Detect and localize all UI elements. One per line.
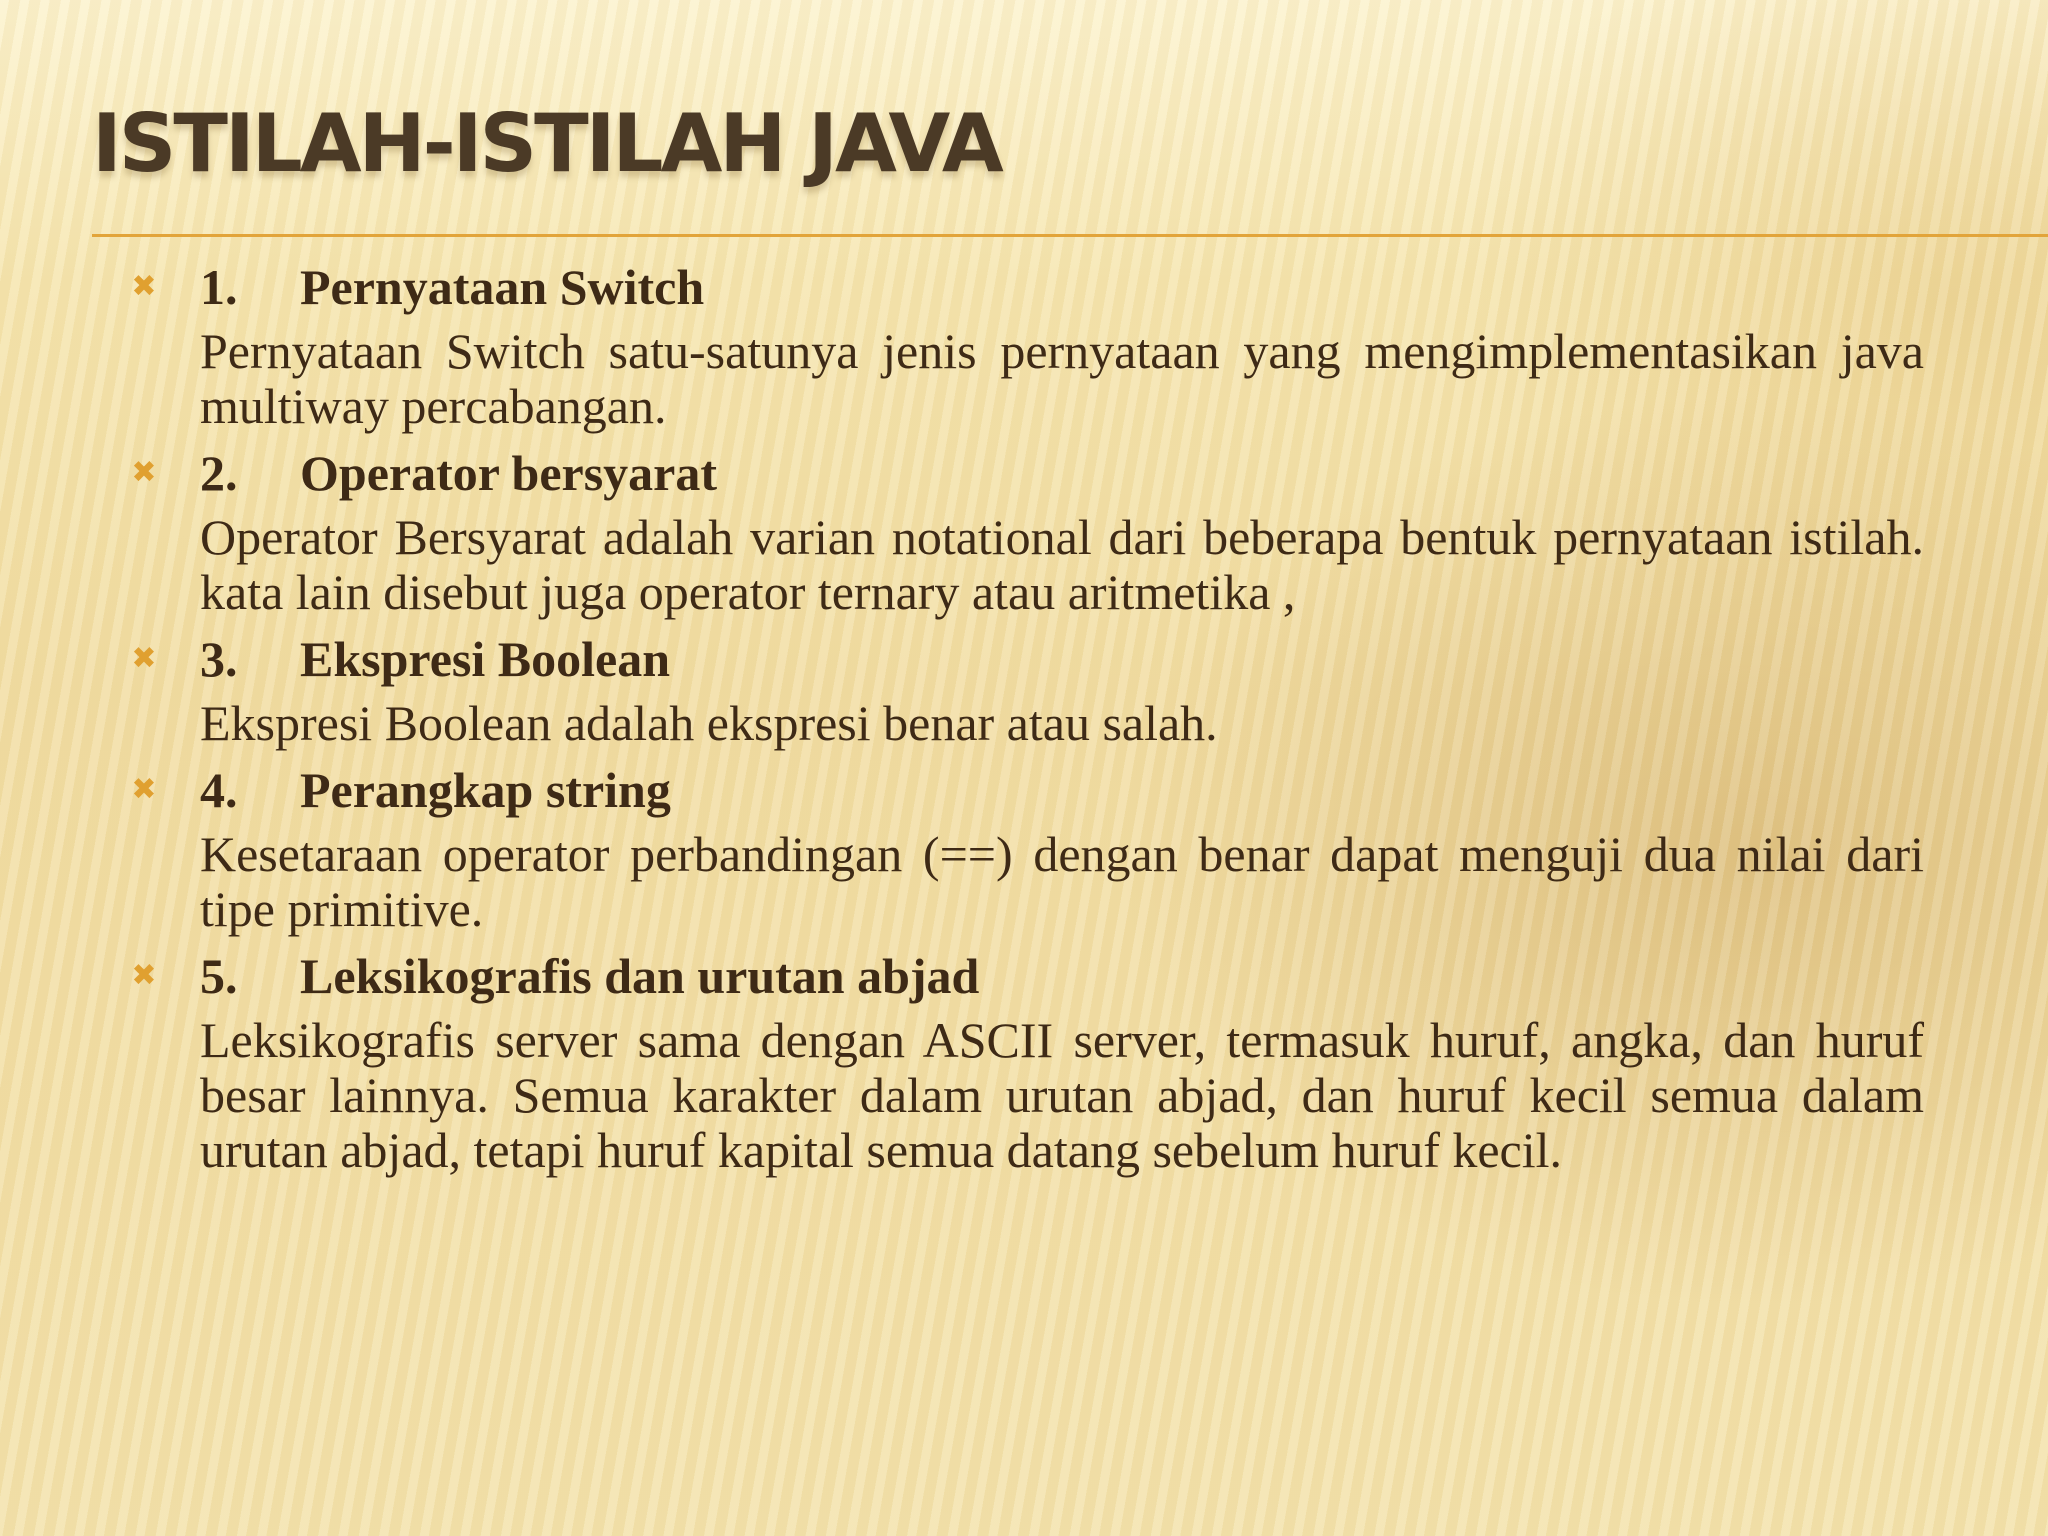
list-item xyxy=(124,630,1924,751)
item-number: 1. xyxy=(200,259,238,315)
cross-bullet-icon: ✖ xyxy=(131,641,157,676)
list-item xyxy=(124,947,1924,1178)
item-heading xyxy=(131,444,1924,502)
item-title: Pernyataan Switch xyxy=(300,259,705,315)
list-item xyxy=(124,444,1924,620)
item-title: Leksikografis dan urutan abjad xyxy=(300,948,980,1004)
item-title: Ekspresi Boolean xyxy=(300,631,670,687)
item-title: Perangkap string xyxy=(300,762,671,818)
cross-bullet-icon: ✖ xyxy=(131,455,157,490)
cross-bullet-icon: ✖ xyxy=(131,269,157,304)
cross-bullet-icon: ✖ xyxy=(131,958,157,993)
item-number: 2. xyxy=(200,445,238,501)
item-number: 3. xyxy=(200,631,238,687)
item-description: Pernyataan Switch satu-satunya jenis pernyataan yang mengimplementasikan java multiway percabangan. xyxy=(200,323,1924,434)
item-title: Operator bersyarat xyxy=(300,445,718,501)
list-item xyxy=(124,258,1924,434)
term-list xyxy=(124,258,1924,1188)
item-heading xyxy=(131,258,1924,316)
cross-bullet-icon: ✖ xyxy=(131,772,157,807)
item-description: Leksikografis server sama dengan ASCII server, termasuk huruf, angka, dan huruf besar lainnya. Semua karakter dalam urutan abjad, dan huruf kecil semua dalam urutan abjad, tetapi huruf kapital semua datang sebelum huruf kecil. xyxy=(200,1012,1924,1178)
title-divider xyxy=(92,234,2048,237)
list-item xyxy=(124,761,1924,937)
item-heading xyxy=(131,630,1924,688)
item-description: Ekspresi Boolean adalah ekspresi benar atau salah. xyxy=(200,695,1218,751)
item-number: 5. xyxy=(200,948,238,1004)
item-heading xyxy=(131,761,1924,819)
item-description: Kesetaraan operator perbandingan (==) dengan benar dapat menguji dua nilai dari tipe primitive. xyxy=(200,826,1924,937)
item-number: 4. xyxy=(200,762,238,818)
item-description: Operator Bersyarat adalah varian notational dari beberapa bentuk pernyataan istilah. kata lain disebut juga operator ternary atau aritmetika , xyxy=(200,509,1924,620)
item-heading xyxy=(131,947,1924,1005)
slide-title: ISTILAH-ISTILAH JAVA xyxy=(92,97,1001,190)
